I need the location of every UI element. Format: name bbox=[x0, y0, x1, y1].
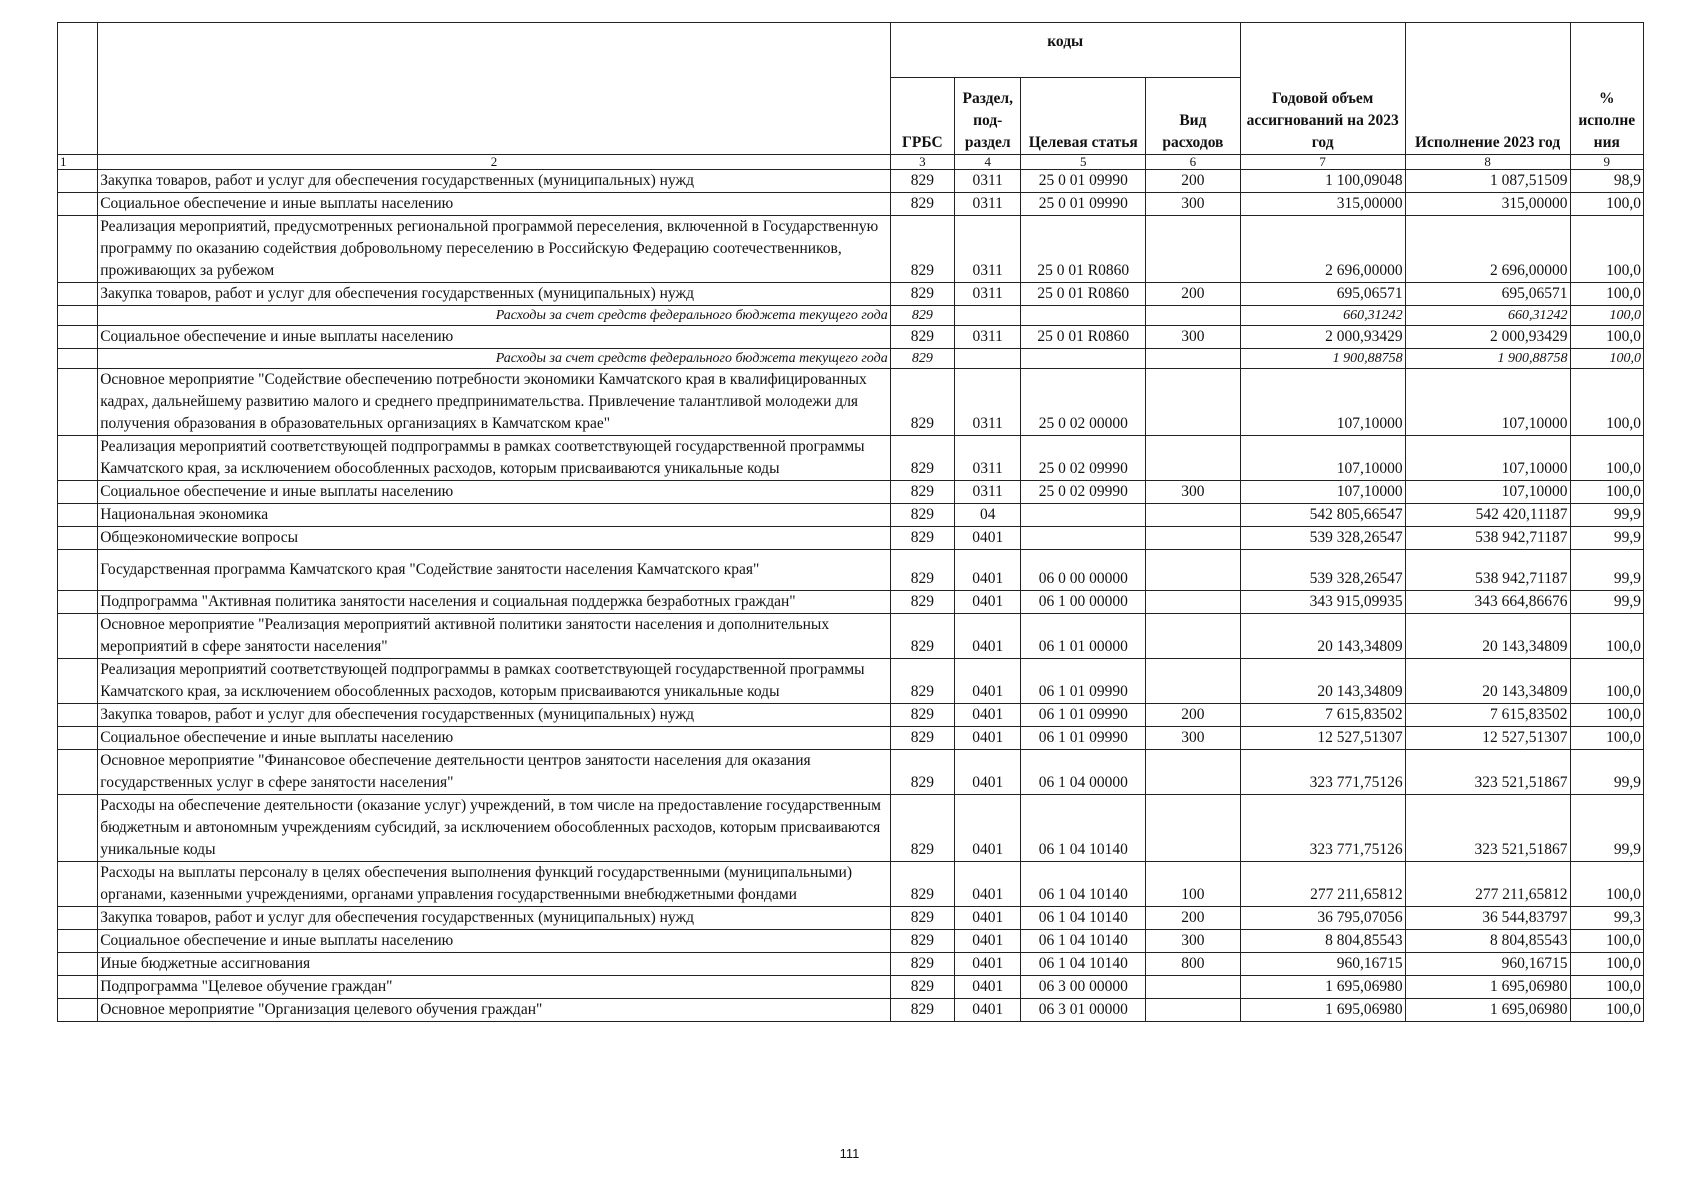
table-row bbox=[58, 862, 1644, 907]
row-percent: 98,9 bbox=[1570, 170, 1643, 193]
row-name: Расходы на обеспечение деятельности (оказание услуг) учреждений, в том числе на предоставление государственным бюджетным и автономным учреждениям субсидий, за исключением обособленных расходов, которым присваиваются уникальные коды bbox=[98, 795, 890, 862]
row-target bbox=[1021, 504, 1146, 527]
row-section: 0401 bbox=[955, 953, 1021, 976]
row-grbs: 829 bbox=[890, 659, 954, 704]
row-section: 0311 bbox=[955, 326, 1021, 349]
row-type bbox=[1146, 306, 1241, 326]
row-num-cell bbox=[58, 481, 98, 504]
row-grbs: 829 bbox=[890, 504, 954, 527]
table-row bbox=[58, 930, 1644, 953]
row-grbs: 829 bbox=[890, 727, 954, 750]
column-number: 7 bbox=[1240, 155, 1405, 170]
row-type: 100 bbox=[1146, 862, 1241, 907]
row-exec: 542 420,11187 bbox=[1405, 504, 1570, 527]
column-number: 5 bbox=[1021, 155, 1146, 170]
table-row bbox=[58, 795, 1644, 862]
row-target: 25 0 01 09990 bbox=[1021, 193, 1146, 216]
row-name: Социальное обеспечение и иные выплаты населению bbox=[98, 481, 890, 504]
header-percent: % исполне ния bbox=[1570, 23, 1643, 155]
row-grbs: 829 bbox=[890, 349, 954, 369]
header-execution: Исполнение 2023 год bbox=[1405, 23, 1570, 155]
row-percent: 100,0 bbox=[1570, 193, 1643, 216]
table-row bbox=[58, 727, 1644, 750]
row-section: 0401 bbox=[955, 862, 1021, 907]
row-section: 0401 bbox=[955, 659, 1021, 704]
row-exec: 538 942,71187 bbox=[1405, 550, 1570, 591]
row-annual: 343 915,09935 bbox=[1240, 591, 1405, 614]
row-exec: 36 544,83797 bbox=[1405, 907, 1570, 930]
row-percent: 100,0 bbox=[1570, 999, 1643, 1022]
row-grbs: 829 bbox=[890, 170, 954, 193]
row-grbs: 829 bbox=[890, 795, 954, 862]
row-target bbox=[1021, 527, 1146, 550]
row-name: Государственная программа Камчатского края "Содействие занятости населения Камчатского края" bbox=[98, 550, 890, 591]
row-section: 0401 bbox=[955, 907, 1021, 930]
row-name: Реализация мероприятий, предусмотренных региональной программой переселения, включенной в Государственную программу по оказанию содействия добровольному переселению в Российскую Федерацию соотечественников, проживающих за рубежом bbox=[98, 216, 890, 283]
row-annual: 323 771,75126 bbox=[1240, 795, 1405, 862]
row-target: 06 1 01 09990 bbox=[1021, 659, 1146, 704]
row-num-cell bbox=[58, 504, 98, 527]
row-name: Социальное обеспечение и иные выплаты населению bbox=[98, 727, 890, 750]
row-type bbox=[1146, 750, 1241, 795]
row-annual: 315,00000 bbox=[1240, 193, 1405, 216]
row-exec: 107,10000 bbox=[1405, 436, 1570, 481]
row-type bbox=[1146, 349, 1241, 369]
table-row bbox=[58, 659, 1644, 704]
row-name: Основное мероприятие "Организация целевого обучения граждан" bbox=[98, 999, 890, 1022]
row-target: 06 1 01 00000 bbox=[1021, 614, 1146, 659]
row-num-cell bbox=[58, 283, 98, 306]
row-section: 0401 bbox=[955, 976, 1021, 999]
table-row bbox=[58, 704, 1644, 727]
row-name: Расходы за счет средств федерального бюджета текущего года bbox=[98, 349, 890, 369]
row-annual: 107,10000 bbox=[1240, 369, 1405, 436]
column-number: 4 bbox=[955, 155, 1021, 170]
row-section: 04 bbox=[955, 504, 1021, 527]
row-percent: 100,0 bbox=[1570, 953, 1643, 976]
row-target: 06 1 04 10140 bbox=[1021, 953, 1146, 976]
row-num-cell bbox=[58, 527, 98, 550]
row-section: 0311 bbox=[955, 170, 1021, 193]
row-section: 0401 bbox=[955, 999, 1021, 1022]
header-section: Раздел, под-раздел bbox=[955, 78, 1021, 155]
row-name: Закупка товаров, работ и услуг для обеспечения государственных (муниципальных) нужд bbox=[98, 704, 890, 727]
row-percent: 100,0 bbox=[1570, 659, 1643, 704]
row-annual: 2 000,93429 bbox=[1240, 326, 1405, 349]
row-type bbox=[1146, 795, 1241, 862]
row-type bbox=[1146, 614, 1241, 659]
row-exec: 1 900,88758 bbox=[1405, 349, 1570, 369]
row-type bbox=[1146, 436, 1241, 481]
row-exec: 323 521,51867 bbox=[1405, 750, 1570, 795]
row-exec: 2 696,00000 bbox=[1405, 216, 1570, 283]
row-annual: 20 143,34809 bbox=[1240, 659, 1405, 704]
row-target bbox=[1021, 349, 1146, 369]
column-number: 1 bbox=[58, 155, 98, 170]
row-type: 300 bbox=[1146, 193, 1241, 216]
row-type: 200 bbox=[1146, 704, 1241, 727]
table-row bbox=[58, 550, 1644, 591]
table-row bbox=[58, 349, 1644, 369]
table-row bbox=[58, 976, 1644, 999]
row-exec: 107,10000 bbox=[1405, 481, 1570, 504]
row-num-cell bbox=[58, 795, 98, 862]
row-section: 0401 bbox=[955, 591, 1021, 614]
row-section: 0311 bbox=[955, 283, 1021, 306]
row-num-cell bbox=[58, 369, 98, 436]
header-codes: коды bbox=[890, 23, 1240, 78]
row-grbs: 829 bbox=[890, 436, 954, 481]
row-percent: 100,0 bbox=[1570, 216, 1643, 283]
row-percent: 100,0 bbox=[1570, 930, 1643, 953]
row-grbs: 829 bbox=[890, 930, 954, 953]
row-grbs: 829 bbox=[890, 976, 954, 999]
table-row bbox=[58, 999, 1644, 1022]
table-row bbox=[58, 170, 1644, 193]
row-percent: 100,0 bbox=[1570, 481, 1643, 504]
row-num-cell bbox=[58, 614, 98, 659]
row-percent: 99,9 bbox=[1570, 591, 1643, 614]
table-row bbox=[58, 216, 1644, 283]
column-number: 3 bbox=[890, 155, 954, 170]
table-row bbox=[58, 193, 1644, 216]
row-num-cell bbox=[58, 704, 98, 727]
row-section: 0311 bbox=[955, 481, 1021, 504]
row-grbs: 829 bbox=[890, 306, 954, 326]
row-exec: 343 664,86676 bbox=[1405, 591, 1570, 614]
row-type bbox=[1146, 527, 1241, 550]
row-section: 0311 bbox=[955, 216, 1021, 283]
row-num-cell bbox=[58, 907, 98, 930]
row-type bbox=[1146, 999, 1241, 1022]
row-annual: 7 615,83502 bbox=[1240, 704, 1405, 727]
row-annual: 1 695,06980 bbox=[1240, 976, 1405, 999]
row-name: Социальное обеспечение и иные выплаты населению bbox=[98, 193, 890, 216]
row-type bbox=[1146, 976, 1241, 999]
row-target: 25 0 01 R0860 bbox=[1021, 283, 1146, 306]
row-annual: 107,10000 bbox=[1240, 436, 1405, 481]
row-section: 0401 bbox=[955, 930, 1021, 953]
row-name: Основное мероприятие "Содействие обеспечению потребности экономики Камчатского края в квалифицированных кадрах, дальнейшему развитию малого и среднего предпринимательства. Привлечение талантливой молодежи для получения образования в образовательных организациях в Камчатском крае" bbox=[98, 369, 890, 436]
row-target: 06 1 04 10140 bbox=[1021, 930, 1146, 953]
row-type bbox=[1146, 369, 1241, 436]
header-empty-num bbox=[58, 23, 98, 155]
row-section: 0401 bbox=[955, 727, 1021, 750]
row-percent: 100,0 bbox=[1570, 349, 1643, 369]
row-section: 0401 bbox=[955, 704, 1021, 727]
row-num-cell bbox=[58, 862, 98, 907]
row-annual: 960,16715 bbox=[1240, 953, 1405, 976]
row-exec: 315,00000 bbox=[1405, 193, 1570, 216]
row-exec: 20 143,34809 bbox=[1405, 659, 1570, 704]
row-type bbox=[1146, 591, 1241, 614]
row-target: 06 1 01 09990 bbox=[1021, 727, 1146, 750]
row-type bbox=[1146, 504, 1241, 527]
row-annual: 36 795,07056 bbox=[1240, 907, 1405, 930]
row-target bbox=[1021, 306, 1146, 326]
row-annual: 277 211,65812 bbox=[1240, 862, 1405, 907]
row-annual: 2 696,00000 bbox=[1240, 216, 1405, 283]
row-exec: 2 000,93429 bbox=[1405, 326, 1570, 349]
row-num-cell bbox=[58, 953, 98, 976]
row-annual: 539 328,26547 bbox=[1240, 527, 1405, 550]
row-name: Закупка товаров, работ и услуг для обеспечения государственных (муниципальных) нужд bbox=[98, 283, 890, 306]
row-percent: 100,0 bbox=[1570, 976, 1643, 999]
row-annual: 1 900,88758 bbox=[1240, 349, 1405, 369]
row-type: 300 bbox=[1146, 727, 1241, 750]
row-annual: 20 143,34809 bbox=[1240, 614, 1405, 659]
row-target: 06 1 04 10140 bbox=[1021, 862, 1146, 907]
table-row bbox=[58, 591, 1644, 614]
table-row bbox=[58, 750, 1644, 795]
row-num-cell bbox=[58, 550, 98, 591]
table-row bbox=[58, 306, 1644, 326]
table-row bbox=[58, 283, 1644, 306]
row-percent: 99,9 bbox=[1570, 795, 1643, 862]
row-name: Иные бюджетные ассигнования bbox=[98, 953, 890, 976]
row-exec: 107,10000 bbox=[1405, 369, 1570, 436]
row-grbs: 829 bbox=[890, 283, 954, 306]
row-section: 0401 bbox=[955, 550, 1021, 591]
row-exec: 277 211,65812 bbox=[1405, 862, 1570, 907]
row-name: Закупка товаров, работ и услуг для обеспечения государственных (муниципальных) нужд bbox=[98, 907, 890, 930]
row-grbs: 829 bbox=[890, 216, 954, 283]
row-target: 25 0 01 09990 bbox=[1021, 170, 1146, 193]
row-name: Основное мероприятие "Финансовое обеспечение деятельности центров занятости населения для оказания государственных услуг в сфере занятости населения" bbox=[98, 750, 890, 795]
row-exec: 1 695,06980 bbox=[1405, 999, 1570, 1022]
row-annual: 107,10000 bbox=[1240, 481, 1405, 504]
table-body bbox=[58, 170, 1644, 1022]
row-exec: 695,06571 bbox=[1405, 283, 1570, 306]
row-name: Социальное обеспечение и иные выплаты населению bbox=[98, 930, 890, 953]
row-exec: 323 521,51867 bbox=[1405, 795, 1570, 862]
row-grbs: 829 bbox=[890, 369, 954, 436]
row-exec: 1 087,51509 bbox=[1405, 170, 1570, 193]
row-exec: 538 942,71187 bbox=[1405, 527, 1570, 550]
row-name: Реализация мероприятий соответствующей подпрограммы в рамках соответствующей государственной программы Камчатского края, за исключением обособленных расходов, которым присваиваются уникальные коды bbox=[98, 436, 890, 481]
row-num-cell bbox=[58, 999, 98, 1022]
row-num-cell bbox=[58, 659, 98, 704]
row-percent: 100,0 bbox=[1570, 369, 1643, 436]
row-annual: 12 527,51307 bbox=[1240, 727, 1405, 750]
row-num-cell bbox=[58, 306, 98, 326]
row-target: 06 1 04 10140 bbox=[1021, 795, 1146, 862]
row-name: Социальное обеспечение и иные выплаты населению bbox=[98, 326, 890, 349]
budget-table bbox=[57, 22, 1644, 1022]
row-exec: 12 527,51307 bbox=[1405, 727, 1570, 750]
row-name: Расходы за счет средств федерального бюджета текущего года bbox=[98, 306, 890, 326]
row-exec: 660,31242 bbox=[1405, 306, 1570, 326]
row-name: Подпрограмма "Целевое обучение граждан" bbox=[98, 976, 890, 999]
row-name: Реализация мероприятий соответствующей подпрограммы в рамках соответствующей государственной программы Камчатского края, за исключением обособленных расходов, которым присваиваются уникальные коды bbox=[98, 659, 890, 704]
row-annual: 695,06571 bbox=[1240, 283, 1405, 306]
column-number: 6 bbox=[1146, 155, 1241, 170]
header-grbs: ГРБС bbox=[890, 78, 954, 155]
row-num-cell bbox=[58, 930, 98, 953]
row-num-cell bbox=[58, 326, 98, 349]
row-annual: 542 805,66547 bbox=[1240, 504, 1405, 527]
header-target: Целевая статья bbox=[1021, 78, 1146, 155]
row-num-cell bbox=[58, 170, 98, 193]
table-row bbox=[58, 436, 1644, 481]
row-num-cell bbox=[58, 193, 98, 216]
table-row bbox=[58, 504, 1644, 527]
row-type bbox=[1146, 659, 1241, 704]
row-num-cell bbox=[58, 750, 98, 795]
row-grbs: 829 bbox=[890, 750, 954, 795]
row-percent: 100,0 bbox=[1570, 283, 1643, 306]
row-num-cell bbox=[58, 591, 98, 614]
row-annual: 1 100,09048 bbox=[1240, 170, 1405, 193]
row-name: Расходы на выплаты персоналу в целях обеспечения выполнения функций государственными (муниципальными) органами, казенными учреждениями, органами управления государственными внебюджетными фондами bbox=[98, 862, 890, 907]
budget-sheet bbox=[57, 22, 1644, 1022]
table-row bbox=[58, 614, 1644, 659]
row-target: 25 0 02 00000 bbox=[1021, 369, 1146, 436]
row-type: 200 bbox=[1146, 283, 1241, 306]
row-percent: 100,0 bbox=[1570, 727, 1643, 750]
row-target: 25 0 02 09990 bbox=[1021, 436, 1146, 481]
row-section bbox=[955, 306, 1021, 326]
row-num-cell bbox=[58, 436, 98, 481]
row-name: Общеэкономические вопросы bbox=[98, 527, 890, 550]
row-percent: 99,9 bbox=[1570, 750, 1643, 795]
row-type bbox=[1146, 550, 1241, 591]
row-section: 0401 bbox=[955, 614, 1021, 659]
row-exec: 960,16715 bbox=[1405, 953, 1570, 976]
row-target: 25 0 01 R0860 bbox=[1021, 326, 1146, 349]
row-annual: 8 804,85543 bbox=[1240, 930, 1405, 953]
row-percent: 99,9 bbox=[1570, 550, 1643, 591]
header-annual: Годовой объем ассигнований на 2023 год bbox=[1240, 23, 1405, 155]
row-annual: 660,31242 bbox=[1240, 306, 1405, 326]
row-grbs: 829 bbox=[890, 550, 954, 591]
row-num-cell bbox=[58, 976, 98, 999]
row-grbs: 829 bbox=[890, 704, 954, 727]
row-grbs: 829 bbox=[890, 999, 954, 1022]
row-grbs: 829 bbox=[890, 614, 954, 659]
row-grbs: 829 bbox=[890, 527, 954, 550]
row-target: 06 3 00 00000 bbox=[1021, 976, 1146, 999]
row-section: 0311 bbox=[955, 369, 1021, 436]
row-target: 06 1 04 10140 bbox=[1021, 907, 1146, 930]
table-row bbox=[58, 907, 1644, 930]
row-type: 800 bbox=[1146, 953, 1241, 976]
row-annual: 539 328,26547 bbox=[1240, 550, 1405, 591]
row-exec: 20 143,34809 bbox=[1405, 614, 1570, 659]
row-annual: 323 771,75126 bbox=[1240, 750, 1405, 795]
row-name: Закупка товаров, работ и услуг для обеспечения государственных (муниципальных) нужд bbox=[98, 170, 890, 193]
row-name: Подпрограмма "Активная политика занятости населения и социальная поддержка безработных граждан" bbox=[98, 591, 890, 614]
row-num-cell bbox=[58, 216, 98, 283]
row-percent: 100,0 bbox=[1570, 614, 1643, 659]
row-type: 300 bbox=[1146, 930, 1241, 953]
row-name: Национальная экономика bbox=[98, 504, 890, 527]
row-percent: 100,0 bbox=[1570, 436, 1643, 481]
column-number: 2 bbox=[98, 155, 890, 170]
row-type bbox=[1146, 216, 1241, 283]
page-number: 111 bbox=[839, 1146, 860, 1161]
column-number: 9 bbox=[1570, 155, 1643, 170]
row-type: 200 bbox=[1146, 907, 1241, 930]
table-row bbox=[58, 326, 1644, 349]
row-grbs: 829 bbox=[890, 953, 954, 976]
row-type: 200 bbox=[1146, 170, 1241, 193]
row-percent: 100,0 bbox=[1570, 306, 1643, 326]
column-number-row bbox=[58, 155, 1644, 170]
row-num-cell bbox=[58, 349, 98, 369]
row-target: 06 1 00 00000 bbox=[1021, 591, 1146, 614]
row-exec: 1 695,06980 bbox=[1405, 976, 1570, 999]
row-exec: 8 804,85543 bbox=[1405, 930, 1570, 953]
row-grbs: 829 bbox=[890, 481, 954, 504]
row-target: 06 1 01 09990 bbox=[1021, 704, 1146, 727]
row-percent: 99,3 bbox=[1570, 907, 1643, 930]
header-exp-type: Вид расходов bbox=[1146, 78, 1241, 155]
row-percent: 99,9 bbox=[1570, 504, 1643, 527]
row-target: 06 1 04 00000 bbox=[1021, 750, 1146, 795]
row-percent: 100,0 bbox=[1570, 862, 1643, 907]
header-empty-name bbox=[98, 23, 890, 155]
row-grbs: 829 bbox=[890, 907, 954, 930]
row-target: 25 0 02 09990 bbox=[1021, 481, 1146, 504]
table-row bbox=[58, 369, 1644, 436]
row-target: 06 0 00 00000 bbox=[1021, 550, 1146, 591]
row-grbs: 829 bbox=[890, 591, 954, 614]
row-target: 06 3 01 00000 bbox=[1021, 999, 1146, 1022]
table-row bbox=[58, 527, 1644, 550]
row-section: 0401 bbox=[955, 750, 1021, 795]
row-section: 0311 bbox=[955, 436, 1021, 481]
row-percent: 100,0 bbox=[1570, 704, 1643, 727]
column-number: 8 bbox=[1405, 155, 1570, 170]
row-percent: 99,9 bbox=[1570, 527, 1643, 550]
row-section bbox=[955, 349, 1021, 369]
row-annual: 1 695,06980 bbox=[1240, 999, 1405, 1022]
row-grbs: 829 bbox=[890, 862, 954, 907]
row-section: 0401 bbox=[955, 527, 1021, 550]
table-row bbox=[58, 953, 1644, 976]
row-grbs: 829 bbox=[890, 326, 954, 349]
row-percent: 100,0 bbox=[1570, 326, 1643, 349]
row-exec: 7 615,83502 bbox=[1405, 704, 1570, 727]
row-grbs: 829 bbox=[890, 193, 954, 216]
row-section: 0311 bbox=[955, 193, 1021, 216]
row-name: Основное мероприятие "Реализация мероприятий активной политики занятости населения и дополнительных мероприятий в сфере занятости населения" bbox=[98, 614, 890, 659]
row-type: 300 bbox=[1146, 481, 1241, 504]
table-row bbox=[58, 481, 1644, 504]
row-num-cell bbox=[58, 727, 98, 750]
row-target: 25 0 01 R0860 bbox=[1021, 216, 1146, 283]
row-type: 300 bbox=[1146, 326, 1241, 349]
row-section: 0401 bbox=[955, 795, 1021, 862]
